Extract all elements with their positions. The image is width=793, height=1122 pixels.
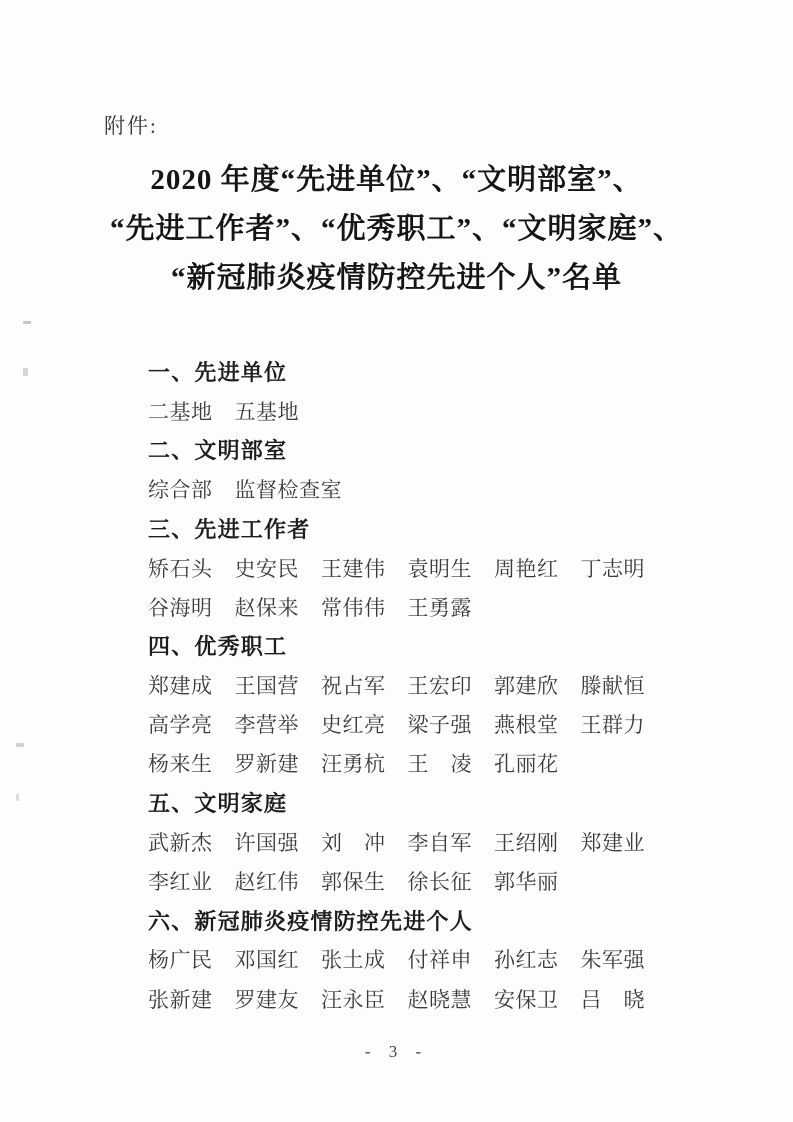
- awardee-name: 谷海明: [148, 595, 213, 620]
- names-row: [148, 548, 708, 587]
- awardee-name: 矫石头: [148, 556, 213, 581]
- names-row: [148, 822, 708, 861]
- names-row: [148, 979, 708, 1018]
- awardee-name: 梁子强: [407, 713, 472, 738]
- awardee-name: 燕根堂: [494, 713, 559, 738]
- section-2: [148, 430, 708, 469]
- awardee-name: 张土成: [321, 948, 386, 973]
- awardee-name: 罗新建: [234, 752, 299, 777]
- names-row: [148, 587, 708, 626]
- awardee-name: 高学亮: [148, 713, 213, 738]
- names-row: [148, 666, 708, 705]
- awardee-name: 刘 冲: [321, 830, 386, 855]
- names-row: [148, 705, 708, 744]
- awardee-name: 王 凌: [407, 752, 472, 777]
- scan-artifact: [23, 368, 28, 376]
- awardee-name: 二基地: [148, 399, 213, 424]
- section-4: [148, 626, 708, 665]
- awardee-name: 王勇露: [407, 595, 472, 620]
- title-line-1: 2020 年度“先进单位”、“文明部室”、: [150, 164, 643, 196]
- section-6: [148, 901, 708, 940]
- page-number: - 3 -: [364, 1042, 429, 1061]
- awardee-name: 周艳红: [494, 556, 559, 581]
- awardee-name: 监督检查室: [234, 478, 342, 503]
- names-row: [148, 861, 708, 900]
- title-line-2: “先进工作者”、“优秀职工”、“文明家庭”、: [109, 213, 683, 245]
- awardee-name: 郭建欣: [494, 674, 559, 699]
- awardee-name: 王绍刚: [494, 830, 559, 855]
- awardee-name: 李营举: [234, 713, 299, 738]
- section-heading: 一、先进单位: [148, 360, 288, 386]
- names-row: [148, 940, 708, 979]
- section-heading: 六、新冠肺炎疫情防控先进个人: [148, 908, 473, 934]
- awardee-name: 郑建成: [148, 674, 213, 699]
- awardee-name: 赵晓慧: [407, 987, 472, 1012]
- awardee-name: 史安民: [234, 556, 299, 581]
- awardee-name: 邓国红: [234, 948, 299, 973]
- awardee-name: 杨来生: [148, 752, 213, 777]
- awardee-name: 安保卫: [494, 987, 559, 1012]
- awardee-name: 郭华丽: [494, 870, 559, 895]
- section-3: [148, 509, 708, 548]
- names-row: [148, 470, 708, 509]
- attachment-label: 附件:: [104, 114, 158, 138]
- awardee-name: 王国营: [234, 674, 299, 699]
- scan-artifact: [16, 794, 19, 801]
- awardee-name: 滕献恒: [580, 674, 645, 699]
- awardee-name: 武新杰: [148, 830, 213, 855]
- awardee-name: 孔丽花: [494, 752, 559, 777]
- scan-artifact: [23, 321, 31, 324]
- awardee-name: 张新建: [148, 987, 213, 1012]
- sections: [148, 352, 708, 1018]
- awardee-name: 杨广民: [148, 948, 213, 973]
- names-row: [148, 391, 708, 430]
- section-heading: 五、文明家庭: [148, 791, 288, 817]
- awardee-name: 常伟伟: [321, 595, 386, 620]
- title-line-3: “新冠肺炎疫情防控先进个人”名单: [170, 262, 622, 294]
- awardee-name: 罗建友: [234, 987, 299, 1012]
- awardee-name: 王建伟: [321, 556, 386, 581]
- awardee-name: 赵保来: [234, 595, 299, 620]
- document-title: [40, 156, 753, 303]
- awardee-name: 许国强: [234, 830, 299, 855]
- scan-artifact: [16, 743, 24, 747]
- awardee-name: 丁志明: [580, 556, 645, 581]
- awardee-name: 郑建业: [580, 830, 645, 855]
- awardee-name: 孙红志: [494, 948, 559, 973]
- section-1: [148, 352, 708, 391]
- awardee-name: 汪勇杭: [321, 752, 386, 777]
- awardee-name: 祝占军: [321, 674, 386, 699]
- awardee-name: 李红业: [148, 870, 213, 895]
- awardee-name: 五基地: [234, 399, 299, 424]
- section-heading: 二、文明部室: [148, 438, 288, 464]
- awardee-name: 王宏印: [407, 674, 472, 699]
- awardee-name: 王群力: [580, 713, 645, 738]
- awardee-name: 综合部: [148, 478, 213, 503]
- awardee-name: 朱军强: [580, 948, 645, 973]
- awardee-name: 李自军: [407, 830, 472, 855]
- awardee-name: 袁明生: [407, 556, 472, 581]
- awardee-name: 付祥申: [407, 948, 472, 973]
- awardee-name: 郭保生: [321, 870, 386, 895]
- awardee-name: 汪永臣: [321, 987, 386, 1012]
- names-row: [148, 744, 708, 783]
- awardee-name: 吕 晓: [580, 987, 645, 1012]
- section-5: [148, 783, 708, 822]
- awardee-name: 史红亮: [321, 713, 386, 738]
- section-heading: 四、优秀职工: [148, 634, 288, 660]
- awardee-name: 赵红伟: [234, 870, 299, 895]
- awardee-name: 徐长征: [407, 870, 472, 895]
- section-heading: 三、先进工作者: [148, 516, 311, 542]
